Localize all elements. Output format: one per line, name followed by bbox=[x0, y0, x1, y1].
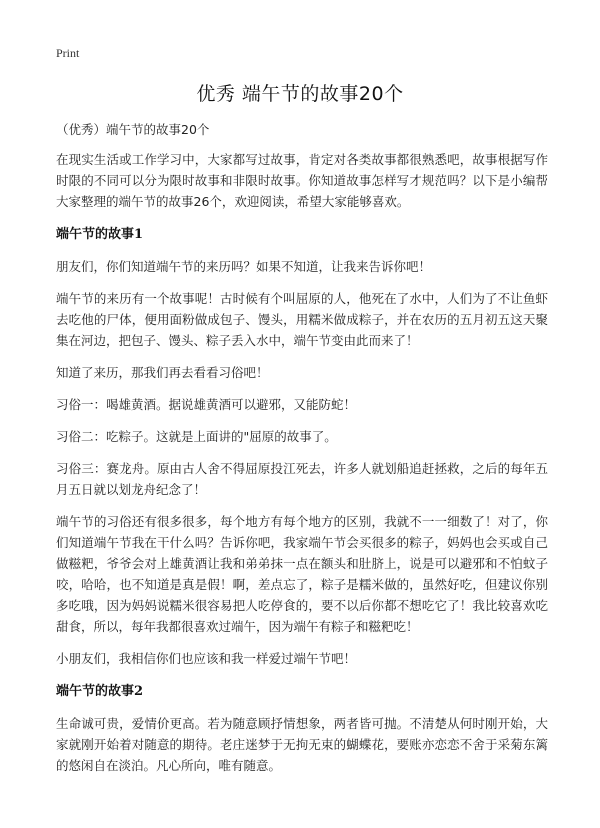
story-1-paragraph: 朋友们，你们知道端午节的来历吗？如果不知道，让我来告诉你吧！ bbox=[56, 259, 432, 274]
page-title: 优秀 端午节的故事20个 bbox=[196, 83, 404, 105]
story-1-paragraph: 端午节的习俗还有很多很多，每个地方有每个地方的区别，我就不一一细数了！对了，你们知道端午节我在干什么吗？告诉你吧，我家端午节会买很多的粽子，妈妈也会买或自己做糍粑，爷爷会对上雄黄酒让我和弟弟抹一点在额头和肚脐上，说是可以避邪和不怕蚊子咬，哈哈，也不知道是真是假！啊，差点忘了，粽子是糯米做的，虽然好吃，但建议你别多吃哦，因为妈妈说糯米很容易把人吃停食的，要不以后你都不想吃它了！我比较喜欢吃甜食，所以，每年我都很喜欢过端午，因为端午有粽子和糍粑吃！ bbox=[56, 514, 548, 634]
story-1-paragraph: 知道了来历，那我们再去看看习俗吧！ bbox=[56, 365, 269, 380]
story-1-paragraph: 习俗二：吃粽子。这就是上面讲的"屈原的故事了。 bbox=[56, 429, 337, 444]
story-heading-2: 端午节的故事2 bbox=[56, 684, 144, 699]
print-link[interactable]: Print bbox=[56, 46, 80, 60]
story-heading-1: 端午节的故事1 bbox=[56, 227, 144, 242]
story-1-paragraph: 习俗一：喝雄黄酒。据说雄黄酒可以避邪，又能防蛇！ bbox=[56, 397, 357, 412]
story-1-paragraph: 小朋友们，我相信你们也应该和我一样爱过端午节吧！ bbox=[56, 651, 357, 666]
document-subtitle: （优秀）端午节的故事20个 bbox=[56, 122, 210, 137]
document-body bbox=[56, 119, 548, 787]
story-2-paragraph: 生命诚可贵，爱情价更高。若为随意顾抒情想象，两者皆可抛。不清楚从何时刚开始，大家就刚开始着对随意的期待。老庄迷梦于无拘无束的蝴蝶花，要账亦恋恋不舍于采菊东篱的悠闲自在淡泊。凡心所向，唯有随意。 bbox=[56, 716, 548, 773]
intro-paragraph: 在现实生活或工作学习中，大家都写过故事，肯定对各类故事都很熟悉吧，故事根据写作时限的不同可以分为限时故事和非限时故事。你知道故事怎样写才规范吗？以下是小编帮大家整理的端午节的故事26个，欢迎阅读，希望大家能够喜欢。 bbox=[56, 152, 548, 209]
story-1-paragraph: 端午节的来历有一个故事呢！古时候有个叫屈原的人，他死在了水中，人们为了不让鱼虾去吃他的尸体，便用面粉做成包子、馒头，用糯米做成粽子，并在农历的五月初五这天聚集在河边，把包子、馒头、粽子丢入水中，端午节变由此而来了！ bbox=[56, 291, 548, 348]
story-1-paragraph: 习俗三：赛龙舟。原由古人舍不得屈原投江死去，许多人就划船追赶拯救，之后的每年五月五日就以划龙舟纪念了！ bbox=[56, 461, 548, 497]
